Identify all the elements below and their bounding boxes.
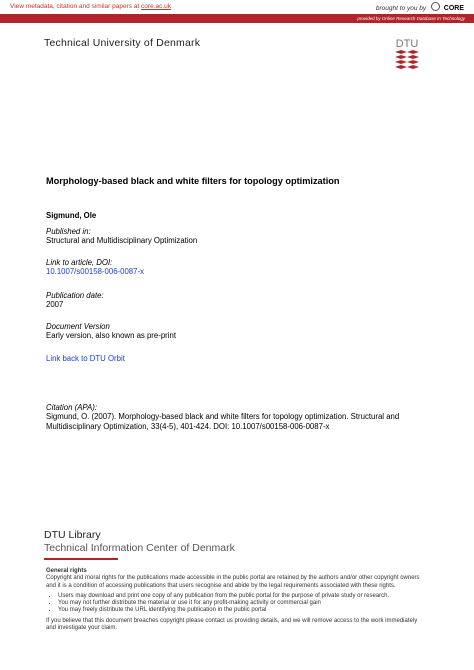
- citation-line-2: Multidisciplinary Optimization, 33(4-5), 401-424. DOI: 10.1007/s00158-006-0087-x: [46, 421, 330, 431]
- doi-block: [46, 258, 144, 277]
- core-link[interactable]: core.ac.uk: [141, 3, 172, 10]
- citation-line-1: Sigmund, O. (2007). Morphology-based black and white filters for topology optimization. Structural and: [46, 412, 400, 422]
- doi-link[interactable]: 10.1007/s00158-006-0087-x: [46, 267, 144, 277]
- orbit-block: [46, 354, 125, 363]
- author: Sigmund, Ole: [46, 211, 97, 220]
- general-rights: [46, 568, 446, 632]
- published-value: Structural and Multidisciplinary Optimization: [46, 236, 198, 246]
- rights-bullet: • You may freely distribute the URL identifying the publication in the public portal: [58, 607, 446, 614]
- core-brought-label: brought to you by: [375, 5, 427, 12]
- document-version: [46, 322, 176, 341]
- library-subtitle: Technical Information Center of Denmark: [44, 542, 235, 554]
- doi-label: Link to article, DOI:: [46, 258, 113, 267]
- citation-block: [46, 403, 399, 431]
- version-value: Early version, also known as pre-print: [46, 331, 177, 341]
- library-name: DTU Library: [44, 529, 101, 541]
- citation-label: Citation (APA):: [46, 403, 97, 412]
- pubdate-value: 2007: [46, 300, 64, 310]
- core-brought-by: [376, 2, 464, 12]
- rights-line-2: and it is a condition of accessing publications that users recognise and abide by the legal requirements associated with these rights.: [46, 582, 396, 589]
- dtu-logo-text: DTU: [395, 38, 419, 50]
- document-title: Morphology-based black and white filters for topology optimization: [46, 176, 340, 186]
- core-metadata-text: [10, 3, 171, 10]
- published-in: [46, 227, 197, 246]
- core-header: [0, 0, 474, 13]
- orbit-link[interactable]: Link back to DTU Orbit: [46, 354, 125, 363]
- rights-closing-1: If you believe that this document breaches copyright please contact us providing details, and we will remove access to the work immediately: [46, 617, 418, 624]
- rights-bullet: • Users may download and print one copy of any publication from the public portal for the purpose of private study or research.: [58, 593, 446, 600]
- core-logo-icon: [431, 2, 440, 11]
- provider-text[interactable]: provided by Online Research Database In Technology: [357, 16, 465, 21]
- university-name: Technical University of Denmark: [44, 37, 201, 49]
- provider-strip: [0, 14, 474, 23]
- publication-date: [46, 291, 104, 310]
- rights-title: General rights: [46, 568, 87, 574]
- version-label: Document Version: [46, 322, 110, 331]
- library-divider: [44, 558, 118, 560]
- core-brand[interactable]: CORE: [443, 5, 464, 12]
- pubdate-label: Publication date:: [46, 291, 104, 300]
- rights-bullet: • You may not further distribute the material or use it for any profit-making activity or commercial gain: [58, 600, 446, 607]
- rights-closing-2: and investigate your claim.: [46, 625, 118, 632]
- dtu-logo-icon: [393, 37, 421, 73]
- dtu-library-block: [44, 529, 235, 560]
- core-metadata-label: View metadata, citation and similar papers at: [10, 3, 140, 10]
- rights-list: [46, 593, 446, 615]
- published-label: Published in:: [46, 227, 91, 236]
- rights-line-1: Copyright and moral rights for the publications made accessible in the public portal are retained by the authors and/or other copyright owners: [46, 575, 420, 582]
